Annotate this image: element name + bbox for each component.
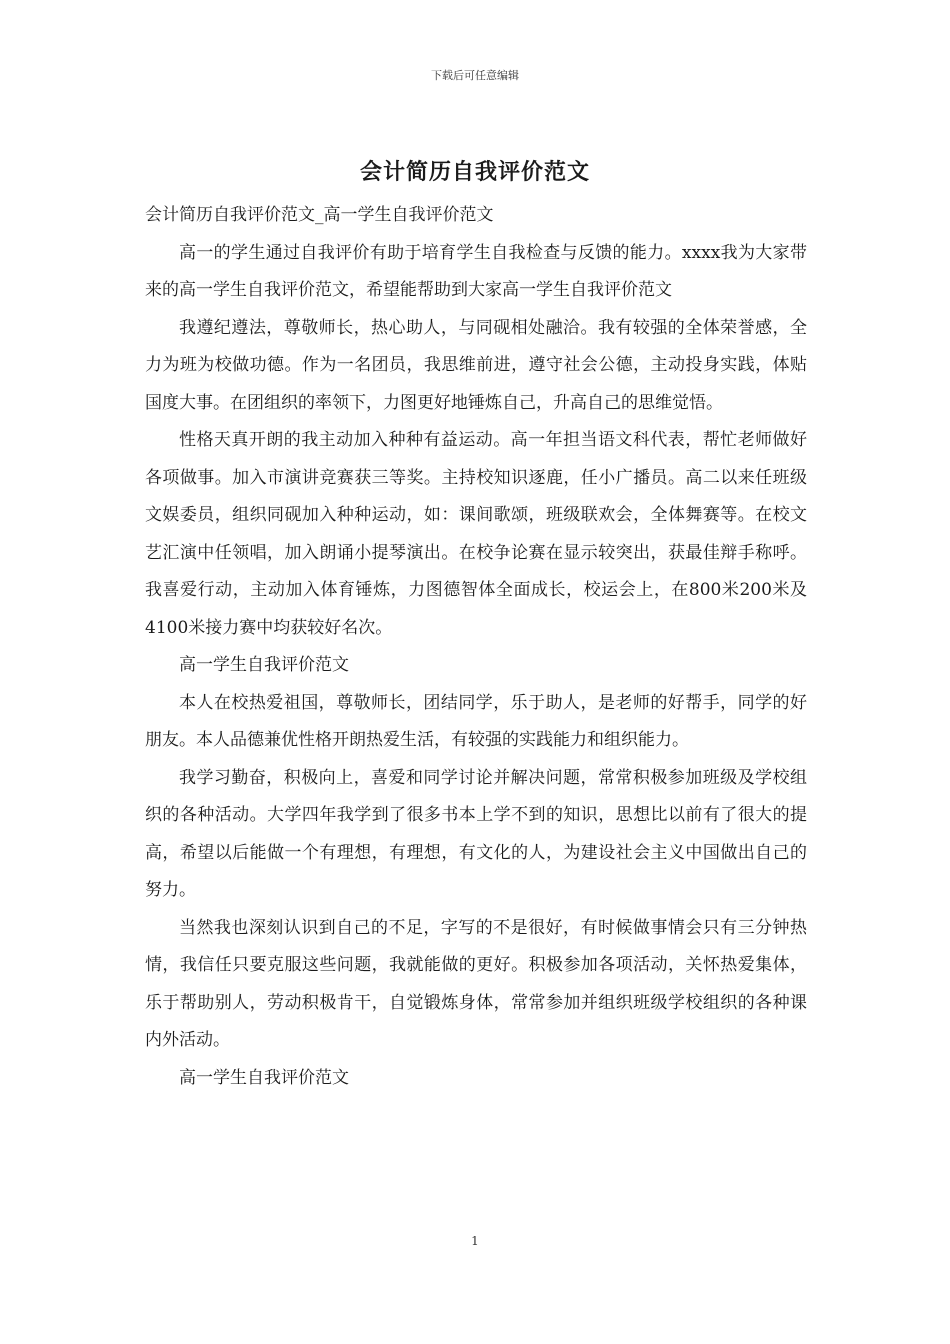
paragraph-study: 我学习勤奋，积极向上，喜爱和同学讨论并解决问题，常常积极参加班级及学校组织的各种活动。大学四年我学到了很多书本上学不到的知识，思想比以前有了很大的提高，希望以后能做一个有理想，有理想，有文化的人，为建设社会主义中国做出自己的努力。 (145, 767, 807, 900)
paragraph-activities: 性格天真开朗的我主动加入种种有益运动。高一年担当语文科代表，帮忙老师做好各项做事。加入市演讲竞赛获三等奖。主持校知识逐鹿，任小广播员。高二以来任班级文娱委员，组织同砚加入种种运动，如：课间歌颂，班级联欢会，全体舞赛等。在校文艺汇演中任领唱，加入朗诵小提琴演出。在校争论赛在显示较突出，获最佳辩手称呼。我喜爱行动，主动加入体育锤炼，力图德智体全面成长，校运会上，在800米200米及4100米接力赛中均获较好名次。 (145, 430, 807, 638)
paragraph-intro: 高一的学生通过自我评价有助于培育学生自我检查与反馈的能力。xxxx我为大家带来的高一学生自我评价范文，希望能帮助到大家高一学生自我评价范文 (145, 242, 807, 300)
page-header: 下载后可任意编辑 (431, 69, 519, 82)
document-body (145, 197, 807, 1097)
paragraph-shortcomings: 当然我也深刻认识到自己的不足，字写的不是很好，有时候做事情会只有三分钟热情，我信任只要克服这些问题，我就能做的更好。积极参加各项活动，关怀热爱集体，乐于帮助别人，劳动积极肯干，自觉锻炼身体，常常参加并组织班级学校组织的各种课内外活动。 (145, 917, 807, 1050)
document-subtitle: 会计简历自我评价范文_高一学生自我评价范文 (145, 205, 494, 225)
paragraph-conduct: 我遵纪遵法，尊敬师长，热心助人，与同砚相处融洽。我有较强的全体荣誉感，全力为班为校做功德。作为一名团员，我思维前进，遵守社会公德，主动投身实践，体贴国度大事。在团组织的率领下，力图更好地锤炼自己，升高自己的思维觉悟。 (145, 317, 807, 413)
page-number: 1 (471, 1234, 479, 1248)
section-heading: 高一学生自我评价范文 (179, 655, 349, 675)
document-title: 会计简历自我评价范文 (359, 159, 590, 185)
paragraph-character: 本人在校热爱祖国，尊敬师长，团结同学，乐于助人，是老师的好帮手，同学的好朋友。本人品德兼优性格开朗热爱生活，有较强的实践能力和组织能力。 (145, 692, 807, 750)
section-heading: 高一学生自我评价范文 (179, 1067, 349, 1088)
